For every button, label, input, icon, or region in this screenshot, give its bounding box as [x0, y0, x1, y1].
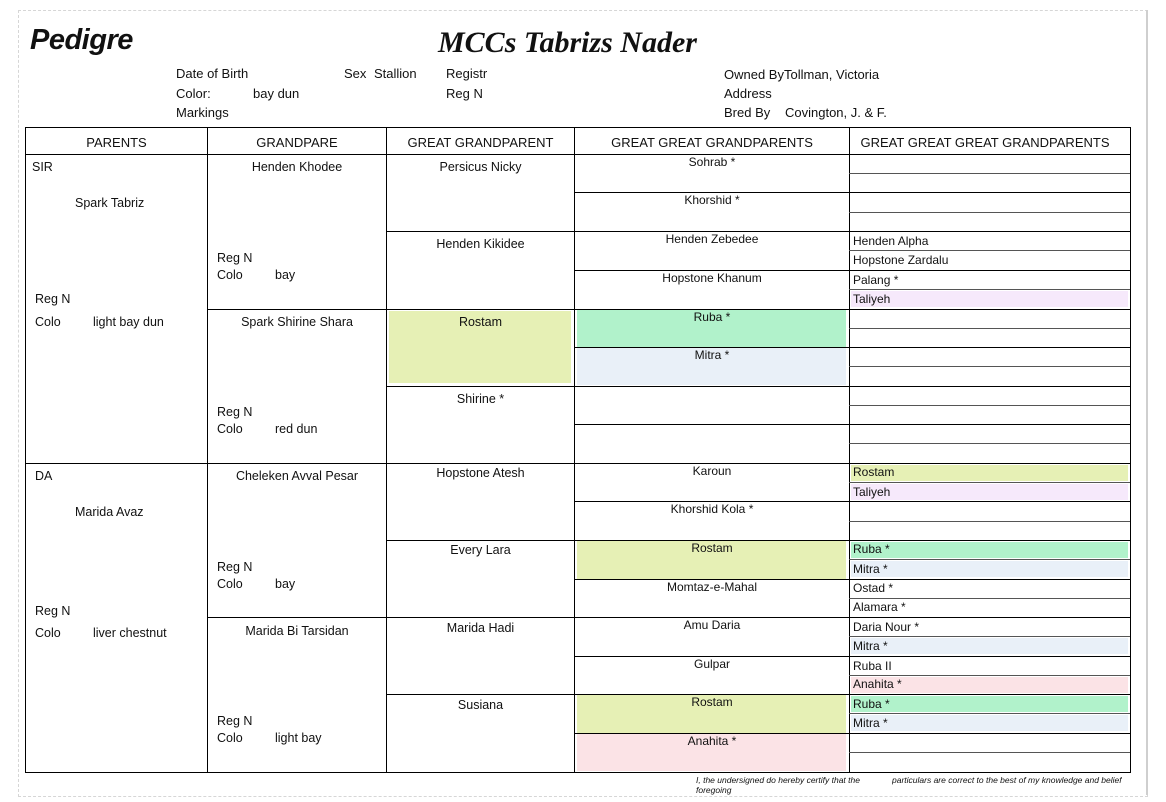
great-great-grandparent: Anahita * [687, 734, 737, 748]
great-grandparent: Henden Kikidee [436, 237, 525, 251]
ggg-ancestor: Mitra * [853, 562, 888, 576]
sire-role: SIR [32, 160, 53, 174]
grandparent-name: Henden Khodee [251, 160, 343, 174]
dam-color: liver chestnut [93, 626, 167, 640]
grandparent-color: red dun [275, 422, 318, 436]
grandparent-colo: Colo [217, 731, 243, 745]
owned-by-label: Owned ByTollman, Victoria [724, 67, 880, 82]
grandparent-name: Spark Shirine Shara [241, 315, 353, 329]
great-grandparent: Persicus Nicky [439, 160, 522, 174]
dam-name: Marida Avaz [75, 505, 144, 519]
ggg-ancestor: Ostad * [853, 581, 894, 595]
grandparent-color: bay [275, 268, 296, 282]
col-header-great-great: GREAT GREAT GRANDPARENTS [611, 135, 813, 150]
ggg-ancestor: Henden Alpha [853, 234, 929, 248]
sire-name: Spark Tabriz [75, 196, 145, 210]
grandparent-reg: Reg N [217, 714, 253, 728]
great-grandparent: Rostam [458, 315, 503, 329]
great-great-grandparent: Khorshid Kola * [670, 502, 754, 516]
col-header-grandparents: GRANDPARE [256, 135, 338, 150]
ggg-ancestor: Mitra * [853, 716, 888, 730]
ggg-ancestor: Daria Nour * [853, 620, 920, 634]
great-grandparent: Shirine * [456, 392, 505, 406]
grandparent-colo: Colo [217, 422, 243, 436]
certification-text-left: I, the undersigned do hereby certify that the foregoing [696, 775, 860, 795]
col-header-ggg: GREAT GREAT GREAT GRANDPARENTS [860, 135, 1110, 150]
ggg-ancestor: Anahita * [853, 677, 902, 691]
registry-label: Registr [446, 66, 488, 81]
great-great-grandparent: Ruba * [693, 310, 731, 324]
great-great-grandparent: Sohrab * [688, 155, 736, 169]
ggg-ancestor: Palang * [853, 273, 899, 287]
great-great-grandparent: Rostam [691, 695, 733, 709]
great-great-grandparent: Khorshid * [684, 193, 740, 207]
sire-color: light bay dun [93, 315, 164, 329]
ggg-ancestor: Taliyeh [853, 485, 891, 499]
great-great-grandparent: Henden Zebedee [665, 232, 759, 246]
grandparent-reg: Reg N [217, 560, 253, 574]
grandparent-reg: Reg N [217, 251, 253, 265]
grandparent-colo: Colo [217, 268, 243, 282]
great-great-grandparent: Rostam [691, 541, 733, 555]
great-great-grandparent: Karoun [692, 464, 732, 478]
dam-colo: Colo [35, 626, 61, 640]
color-value: bay dun [253, 86, 300, 101]
grandparent-name: Marida Bi Tarsidan [245, 624, 349, 638]
markings-label: Markings [176, 105, 229, 120]
great-great-grandparent: Hopstone Khanum [662, 271, 762, 285]
grandparent-colo: Colo [217, 577, 243, 591]
bred-by-value: Covington, J. & F. [785, 105, 887, 120]
ggg-ancestor: Mitra * [853, 639, 888, 653]
ggg-ancestor: Ruba * [853, 542, 890, 556]
col-header-parents: PARENTS [86, 135, 147, 150]
grandparent-color: bay [275, 577, 296, 591]
document-label: Pedigre [30, 24, 133, 56]
reg-number-label: Reg N [446, 86, 483, 101]
ggg-ancestor: Rostam [853, 465, 895, 479]
page-edge [1146, 10, 1148, 795]
dob-label: Date of Birth [176, 66, 249, 81]
great-grandparent: Susiana [457, 698, 504, 712]
bred-by-label: Bred By [724, 105, 771, 120]
grandparent-color: light bay [275, 731, 322, 745]
ggg-ancestor: Hopstone Zardalu [853, 253, 949, 267]
ggg-ancestor: Alamara * [853, 600, 906, 614]
great-grandparent: Hopstone Atesh [436, 466, 525, 480]
certification-text-right: particulars are correct to the best of my knowledge and belief [892, 775, 1122, 785]
address-label: Address [724, 86, 772, 101]
sire-colo: Colo [35, 315, 61, 329]
great-great-grandparent: Momtaz-e-Mahal [666, 580, 758, 594]
horse-name-title: MCCs Tabrizs Nader [438, 26, 697, 59]
dam-role: DA [35, 469, 53, 483]
table-border [25, 127, 1131, 773]
col-header-great: GREAT GRANDPARENT [407, 135, 554, 150]
great-great-grandparent: Mitra * [694, 348, 730, 362]
great-grandparent: Every Lara [450, 543, 511, 557]
owned-by-value: Tollman, Victoria [783, 67, 880, 82]
great-grandparent: Marida Hadi [446, 621, 515, 635]
grandparent-name: Cheleken Avval Pesar [235, 469, 359, 483]
sex-label: Sex [344, 66, 367, 81]
sex-value: Stallion [374, 66, 417, 81]
ggg-ancestor: Taliyeh [853, 292, 891, 306]
ggg-ancestor: Ruba II [853, 659, 892, 673]
ggg-ancestor: Ruba * [853, 697, 890, 711]
grandparent-reg: Reg N [217, 405, 253, 419]
sire-reg: Reg N [35, 292, 71, 306]
dam-reg: Reg N [35, 604, 71, 618]
great-great-grandparent: Gulpar [693, 657, 731, 671]
great-great-grandparent: Amu Daria [683, 618, 741, 632]
color-label: Color: [176, 86, 211, 101]
